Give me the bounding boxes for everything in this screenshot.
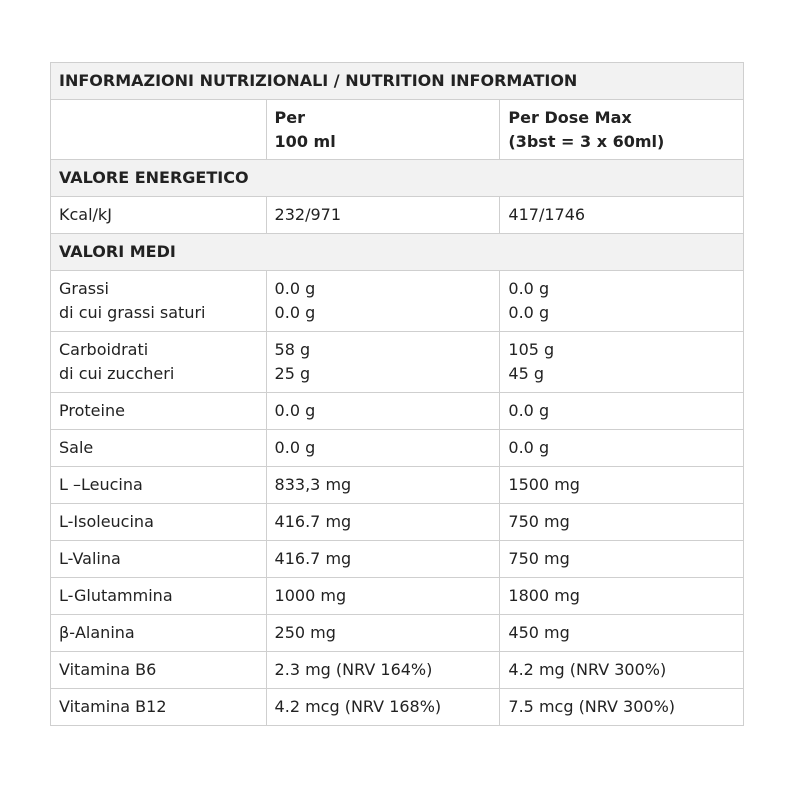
- table-row: [51, 197, 744, 234]
- row-per-dose: 750 mg: [500, 504, 744, 541]
- header-per-dose-max: [500, 100, 744, 160]
- section-means-heading: VALORI MEDI: [51, 234, 744, 271]
- row-label: Vitamina B6: [51, 652, 267, 689]
- row-label: L-Valina: [51, 541, 267, 578]
- table-row: [51, 578, 744, 615]
- row-label: β-Alanina: [51, 615, 267, 652]
- row-per-100ml: [266, 332, 500, 393]
- row-per-100ml: [266, 271, 500, 332]
- row-per-dose: [500, 271, 744, 332]
- subvalue-line: 25 g: [274, 364, 311, 383]
- table-row: [51, 615, 744, 652]
- section-energy-heading: VALORE ENERGETICO: [51, 160, 744, 197]
- row-per-dose: 7.5 mcg (NRV 300%): [500, 689, 744, 726]
- row-label: L-Glutammina: [51, 578, 267, 615]
- row-per-dose: 450 mg: [500, 615, 744, 652]
- value-line: 0.0 g: [274, 279, 316, 298]
- row-label-line: Grassi: [59, 279, 109, 298]
- row-per-dose: 417/1746: [500, 197, 744, 234]
- row-per-dose: 750 mg: [500, 541, 744, 578]
- table-row: [51, 332, 744, 393]
- row-label: Proteine: [51, 393, 267, 430]
- table-row: [51, 504, 744, 541]
- row-per-dose: 1500 mg: [500, 467, 744, 504]
- row-per-dose: 0.0 g: [500, 393, 744, 430]
- subvalue-line: 0.0 g: [508, 303, 550, 322]
- column-header-row: [51, 100, 744, 160]
- row-sublabel-line: di cui zuccheri: [59, 364, 175, 383]
- row-per-dose: 0.0 g: [500, 430, 744, 467]
- row-per-100ml: 1000 mg: [266, 578, 500, 615]
- table-title-row: [51, 63, 744, 100]
- section-energy-row: [51, 160, 744, 197]
- header-empty-cell: [51, 100, 267, 160]
- table-row: [51, 271, 744, 332]
- row-per-dose: [500, 332, 744, 393]
- table-row: [51, 430, 744, 467]
- section-means-row: [51, 234, 744, 271]
- row-sublabel-line: di cui grassi saturi: [59, 303, 206, 322]
- header-per-dose-line1: Per Dose Max: [508, 107, 632, 127]
- header-per-100ml: [266, 100, 500, 160]
- subvalue-line: 0.0 g: [274, 303, 316, 322]
- row-label: L –Leucina: [51, 467, 267, 504]
- value-line: 0.0 g: [508, 279, 550, 298]
- header-per-100ml-line2: 100 ml: [274, 131, 336, 151]
- row-per-100ml: 232/971: [266, 197, 500, 234]
- subvalue-line: 45 g: [508, 364, 545, 383]
- table-row: [51, 467, 744, 504]
- row-label: Sale: [51, 430, 267, 467]
- row-per-100ml: 833,3 mg: [266, 467, 500, 504]
- header-per-100ml-line1: Per: [274, 107, 306, 127]
- row-label: Vitamina B12: [51, 689, 267, 726]
- row-label-line: Carboidrati: [59, 340, 149, 359]
- row-per-dose: 1800 mg: [500, 578, 744, 615]
- table-row: [51, 689, 744, 726]
- row-label: [51, 332, 267, 393]
- table-title: INFORMAZIONI NUTRIZIONALI / NUTRITION INFORMATION: [51, 63, 744, 100]
- value-line: 105 g: [508, 340, 555, 359]
- row-per-100ml: 0.0 g: [266, 430, 500, 467]
- value-line: 58 g: [274, 340, 311, 359]
- row-per-100ml: 2.3 mg (NRV 164%): [266, 652, 500, 689]
- table-row: [51, 541, 744, 578]
- table-row: [51, 393, 744, 430]
- row-label: Kcal/kJ: [51, 197, 267, 234]
- row-per-dose: 4.2 mg (NRV 300%): [500, 652, 744, 689]
- nutrition-table: [50, 62, 744, 726]
- header-per-dose-line2: (3bst = 3 x 60ml): [508, 131, 665, 151]
- row-label: L-Isoleucina: [51, 504, 267, 541]
- row-per-100ml: 250 mg: [266, 615, 500, 652]
- row-label: [51, 271, 267, 332]
- row-per-100ml: 0.0 g: [266, 393, 500, 430]
- table-row: [51, 652, 744, 689]
- row-per-100ml: 416.7 mg: [266, 541, 500, 578]
- row-per-100ml: 4.2 mcg (NRV 168%): [266, 689, 500, 726]
- row-per-100ml: 416.7 mg: [266, 504, 500, 541]
